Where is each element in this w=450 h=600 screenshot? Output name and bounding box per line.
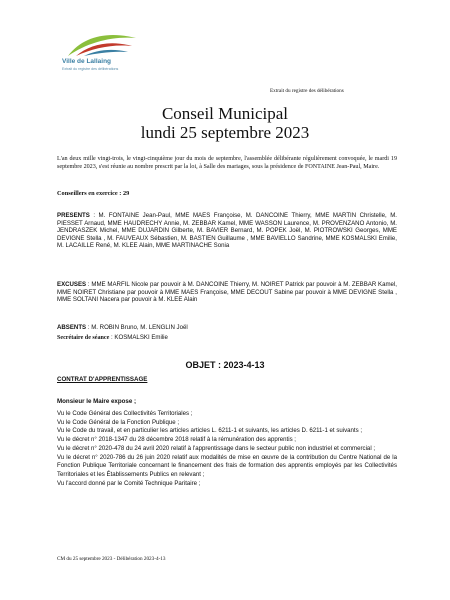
logo-tagline: Extrait du registre des délibérations — [62, 67, 119, 71]
vu-item: Vu le Code Général de la Fonction Publique ; — [57, 418, 180, 426]
vu-list — [57, 410, 397, 488]
vu-item: Vu le décret n° 2020-478 du 24 avril 2020 relatif à l'apprentissage dans le secteur public non industriel et commercial ; — [57, 444, 376, 452]
page-date: lundi 25 septembre 2023 — [140, 123, 310, 142]
vu-item: Vu l'accord donné par le Comité Technique Paritaire ; — [57, 479, 201, 487]
absents-label: ABSENTS — [57, 324, 87, 331]
presents-text: : M. FONTAINE Jean-Paul, MME MAES Françoise, M. DANCOINE Thierry, MME MARTIN Christelle, M. PIESSET Arnaud, MME HAUDRECHY Annie, M. ZEBBAR Kamel, MME WASSON Laurence, M. PROVENZANO Antonio, M. JENDRASZEK Michel, MME DUJARDIN Gilberte, M. BAVIER Bernard, M. POPEK Joël, M. PIOTROWSKI Georges, MME DEVIGNE Stella , M. FAUVEAUX Sébastien, M. BASTIEN Guillaume , MME BAVIELLO Sandrine, MME KOSMALSKI Emilie, M. LACAILLE René, M. KLEE Alain, MME MARTINACHE Sonia — [57, 212, 397, 250]
absents-text: : M. ROBIN Bruno, M. LENGLIN Joël — [86, 324, 188, 331]
presents-label: PRESENTS — [57, 212, 90, 219]
vu-item: Vu le Code du travail, et en particulier les articles articles L. 6211-1 et suivants, les articles D. 6211-1 et suivants ; — [57, 427, 363, 435]
page-footer: CM du 25 septembre 2023 - Délibération 2023-4-13 — [57, 556, 166, 562]
monsieur-expose: Monsieur le Maire expose ; — [57, 398, 137, 405]
excuses-paragraph — [57, 281, 397, 304]
contrat-heading: CONTRAT D'APPRENTISSAGE — [57, 376, 148, 383]
intro-paragraph: L'an deux mille vingt-trois, le vingt-cinquième jour du mois de septembre, l'assemblée délibérante régulièrement convoquée, le mardi 19 septembre 2023, s'est réunie au nombre prescrit par la loi, à Salle des mariages, sous la présidence de FONTAINE Jean-Paul, Maire. — [57, 156, 397, 170]
secretaire-text: : KOSMALSKI Emilie — [109, 334, 168, 341]
logo-name: Ville de Lallaing — [62, 58, 112, 65]
absents-paragraph — [57, 324, 397, 332]
objet-heading: OBJET : 2023-4-13 — [185, 360, 265, 370]
conseillers-count: Conseillers en exercice : 29 — [57, 190, 130, 197]
secretaire-label: Secrétaire de séance — [57, 335, 110, 341]
secretaire-paragraph — [57, 334, 397, 343]
vu-item: Vu le décret n° 2020-786 du 26 juin 2020 relatif aux modalités de mise en œuvre de la contribution du Centre National de la Fonction Publique Territoriale concernant le financement des frais de formation des apprentis employés par les Collectivités Territoriales et les Établissements Publics en relevant ; — [57, 453, 397, 478]
vu-item: Vu le Code Général des Collectivités Territoriales ; — [57, 410, 193, 417]
presents-paragraph — [57, 212, 397, 250]
excuses-label: EXCUSES — [57, 281, 87, 288]
vu-item: Vu le décret n° 2018-1347 du 28 décembre 2018 relatif à la rémunération des apprentis ; — [57, 436, 297, 444]
extrait-label: Extrait du registre des délibérations — [270, 88, 344, 94]
excuses-text: : MME MARFIL Nicole par pouvoir à M. DANCOINE Thierry, M. NOIRET Patrick par pouvoir à M. ZEBBAR Kamel, MME NOIRET Christiane par pouvoir à MME MAES Françoise, MME DECOUT Sabine par pouvoir à MME DEVIGNE Stella , MME SOLTANI Nacera par pouvoir à M. KLEE Alain — [57, 281, 397, 304]
page-title: Conseil Municipal — [161, 104, 289, 123]
